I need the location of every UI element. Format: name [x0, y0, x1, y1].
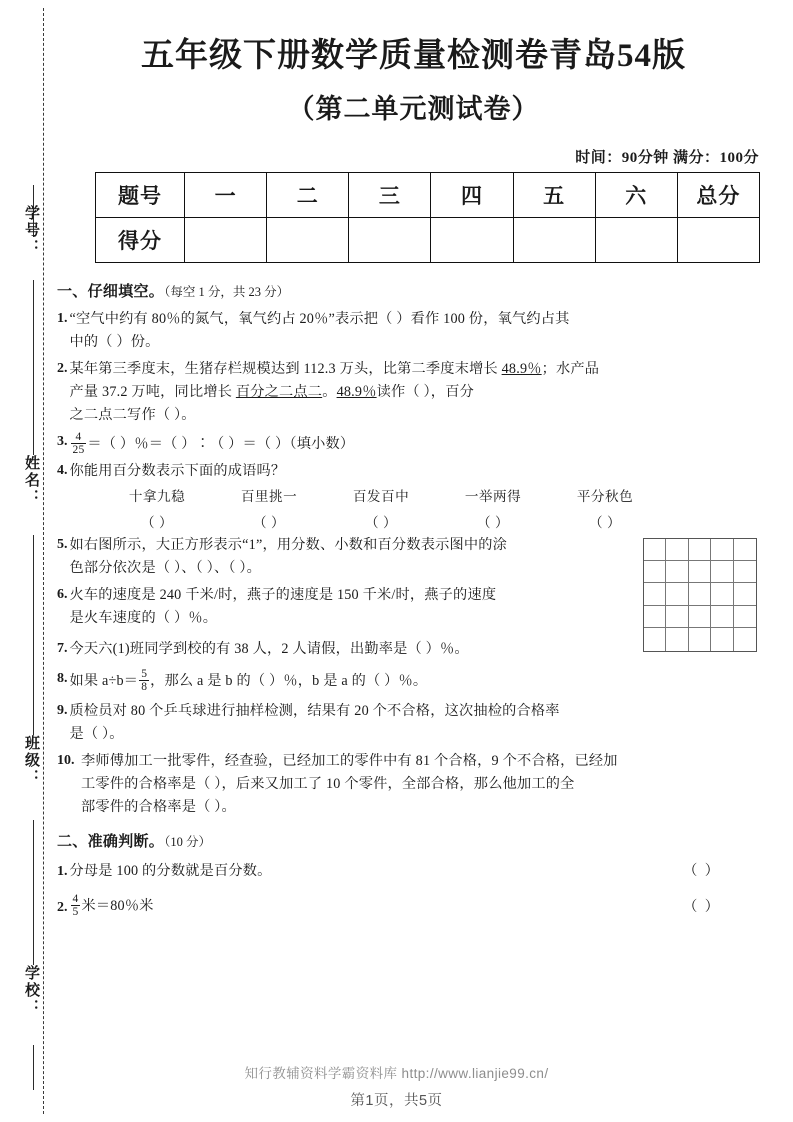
question-text [81, 750, 763, 819]
table-row [96, 218, 760, 263]
idiom-blank[interactable]: （ ） [364, 514, 398, 530]
question-10 [57, 750, 763, 819]
question-number: 8. [57, 670, 68, 686]
idiom-label: 百里挑一 [240, 489, 298, 505]
judge-answer-blank[interactable]: （ ） [683, 898, 721, 915]
section-1-points: （每空 1 分，共 23 分） [164, 285, 290, 300]
question-number: 1. [57, 311, 68, 327]
score-table-header-cell: 一 [185, 173, 267, 218]
question-number: 4. [57, 463, 68, 479]
score-table-header-cell: 五 [513, 173, 595, 218]
question-number: 6. [57, 586, 68, 602]
grid-cell [644, 539, 666, 561]
grid-cell [689, 583, 711, 605]
margin-label-student-id: 学号： [23, 205, 40, 256]
margin-label-class: 班级： [23, 735, 40, 786]
score-entry-cell[interactable] [677, 218, 759, 263]
grid-cell [644, 583, 666, 605]
grid-cell [666, 606, 688, 628]
question-number: 1. [57, 863, 68, 879]
idiom-label: 平分秋色 [576, 489, 634, 505]
section-2-points: （10 分） [164, 834, 211, 849]
question-line: 工零件的合格率是（ ），后来又加工了 10 个零件，全部合格，那么他加工的全 [81, 775, 575, 792]
question-line: 如右图所示，大正方形表示“1”，用分数、小数和百分数表示图中的涂 [69, 536, 508, 553]
score-table-row-label: 得分 [96, 218, 185, 263]
fraction-numerator: 4 [75, 431, 82, 444]
margin-rule-2 [33, 280, 34, 455]
score-table-header-cell: 四 [431, 173, 513, 218]
grid-cell [689, 628, 711, 650]
margin-label-school: 学校： [23, 965, 40, 1016]
score-table-header-cell: 题号 [96, 173, 185, 218]
score-table-header-cell: 三 [349, 173, 431, 218]
section-2-title: 二、准确判断。 [57, 833, 165, 850]
score-entry-cell[interactable] [513, 218, 595, 263]
question-text: 今天六(1)班同学到校的有 38 人，2 人请假，出勤率是（ ）％。 [69, 640, 469, 657]
exam-info: 时间：90分钟 满分：100分 [575, 150, 759, 167]
question-line: 产量 37.2 万吨，同比增长 百分之二点二。48.9％读作（ ），百分 [69, 384, 474, 401]
question-text [70, 431, 764, 456]
grid-cell [666, 561, 688, 583]
judge-question-2 [57, 893, 763, 919]
idiom-blank[interactable]: （ ） [588, 514, 622, 530]
binding-margin [0, 0, 56, 1122]
grid-cell [711, 606, 733, 628]
grid-cell [644, 628, 666, 650]
score-table-header-cell: 总分 [677, 173, 759, 218]
question-line: 部零件的合格率是（ ）。 [81, 798, 236, 815]
grid-cell [689, 539, 711, 561]
fraction-4-over-25 [71, 431, 87, 456]
grid-cell [666, 539, 688, 561]
idiom-item [437, 487, 549, 533]
question-line: 色部分依次是（ ）、（ ）、（ ）。 [69, 559, 262, 576]
question-4 [57, 460, 763, 483]
grid-cell [711, 539, 733, 561]
question-text [70, 668, 764, 693]
exam-page [56, 0, 793, 1122]
fraction-denominator: 8 [141, 680, 148, 693]
question-line: ，那么 a 是 b 的（ ）％，b 是 a 的（ ）％。 [150, 672, 428, 689]
grid-cell [734, 628, 756, 650]
grid-cell [711, 583, 733, 605]
question-line: 李师傅加工一批零件，经查验，已经加工的零件中有 81 个合格，9 个不合格，已经加 [81, 752, 618, 769]
score-table-header-cell: 二 [267, 173, 349, 218]
grid-cell [734, 561, 756, 583]
question-line: 之二点二写作（ ）。 [69, 407, 196, 424]
grid-cell [689, 606, 711, 628]
fraction-4-over-5 [71, 893, 81, 918]
score-entry-cell[interactable] [349, 218, 431, 263]
grid-cell [734, 539, 756, 561]
score-entry-cell[interactable] [267, 218, 349, 263]
question-text [70, 700, 764, 746]
question-number: 9. [57, 702, 68, 718]
footer-page-number: 第1页，共5页 [350, 1093, 443, 1109]
idiom-item [325, 487, 437, 533]
page-title: 五年级下册数学质量检测卷青岛54版 [141, 38, 686, 74]
grid-cell [689, 561, 711, 583]
question-line: 质检员对 80 个乒乓球进行抽样检测，结果有 20 个不合格，这次抽检的合格率 [69, 702, 560, 719]
question-1 [57, 308, 763, 354]
fraction-numerator: 4 [72, 893, 79, 906]
score-entry-cell[interactable] [595, 218, 677, 263]
question-3 [57, 431, 763, 456]
question-6 [57, 584, 592, 630]
grid-cell [711, 628, 733, 650]
question-line: “空气中约有 80％的氮气，氧气约占 20％”表示把（ ）看作 100 份，氧气约占其 [69, 311, 570, 328]
footer-watermark: 知行教辅资料学霸资料库 http://www.lianjie99.cn/ [244, 1066, 549, 1081]
question-text: 分母是 100 的分数就是百分数。 [69, 862, 272, 879]
question-5 [57, 534, 592, 580]
square-grid-figure [643, 538, 757, 652]
score-entry-cell[interactable] [431, 218, 513, 263]
score-entry-cell[interactable] [185, 218, 267, 263]
question-line: 火车的速度是 240 千米/时，燕子的速度是 150 千米/时，燕子的速度 [69, 586, 497, 603]
question-line: 米＝80％米 [81, 898, 154, 915]
idiom-blank[interactable]: （ ） [140, 514, 174, 530]
idiom-item [213, 487, 325, 533]
question-line: 是（ ）。 [69, 725, 124, 742]
question-number: 7. [57, 640, 68, 656]
idiom-item [549, 487, 661, 533]
question-text: 你能用百分数表示下面的成语吗？ [69, 463, 286, 480]
question-number: 2. [57, 361, 68, 377]
table-row [96, 173, 760, 218]
questions-5-6-with-figure [57, 534, 763, 630]
idiom-answer-row [101, 487, 661, 533]
fraction-5-over-8 [139, 668, 149, 693]
question-prefix: 如果 a÷b＝ [69, 672, 139, 689]
margin-label-name: 姓名： [23, 455, 40, 506]
grid-cell [666, 628, 688, 650]
question-2 [57, 358, 763, 427]
question-8 [57, 668, 763, 693]
page-subtitle: （第二单元测试卷） [287, 94, 540, 125]
score-table-header-cell: 六 [595, 173, 677, 218]
judge-question-1 [57, 860, 763, 884]
question-text [70, 308, 764, 354]
questions-5-6-text [57, 534, 592, 630]
question-number: 3. [57, 434, 68, 450]
fraction-numerator: 5 [141, 667, 148, 680]
question-9 [57, 700, 763, 746]
question-line: 中的（ ）份。 [69, 334, 160, 351]
margin-rule-3 [33, 535, 34, 735]
grid-cell [644, 561, 666, 583]
question-number: 10. [57, 752, 75, 768]
question-text [70, 358, 764, 427]
grid-cell [644, 606, 666, 628]
idiom-blank[interactable]: （ ） [252, 514, 286, 530]
question-line: 某年第三季度末，生猪存栏规模达到 112.3 万头，比第二季度末增长 48.9％；水产品 [69, 361, 600, 378]
question-line: 是火车速度的（ ）％。 [69, 609, 218, 626]
section-1-title: 一、仔细填空。 [57, 284, 165, 301]
score-table [95, 172, 760, 263]
section-heading-1 [57, 281, 763, 304]
idiom-label: 百发百中 [352, 489, 410, 505]
grid-cell [711, 561, 733, 583]
question-line: ＝（ ）％＝（ ）∶（ ）＝（ ）（填小数） [87, 436, 355, 453]
question-text [70, 584, 593, 630]
question-text [70, 534, 593, 580]
margin-rule-4 [33, 820, 34, 965]
exam-content [57, 281, 763, 919]
idiom-item [101, 487, 213, 533]
fraction-denominator: 5 [72, 906, 79, 919]
judge-answer-blank[interactable]: （ ） [683, 862, 721, 879]
question-text [70, 893, 684, 918]
dashed-fold-line [43, 8, 44, 1114]
idiom-blank[interactable]: （ ） [476, 514, 510, 530]
fraction-denominator: 25 [72, 444, 85, 457]
grid-cell [666, 583, 688, 605]
question-number: 5. [57, 536, 68, 552]
idiom-label: 十拿九稳 [128, 489, 186, 505]
grid-cell [734, 606, 756, 628]
grid-cell [734, 583, 756, 605]
idiom-label: 一举两得 [464, 489, 522, 505]
question-number: 2. [57, 899, 68, 915]
section-heading-2 [57, 831, 763, 854]
